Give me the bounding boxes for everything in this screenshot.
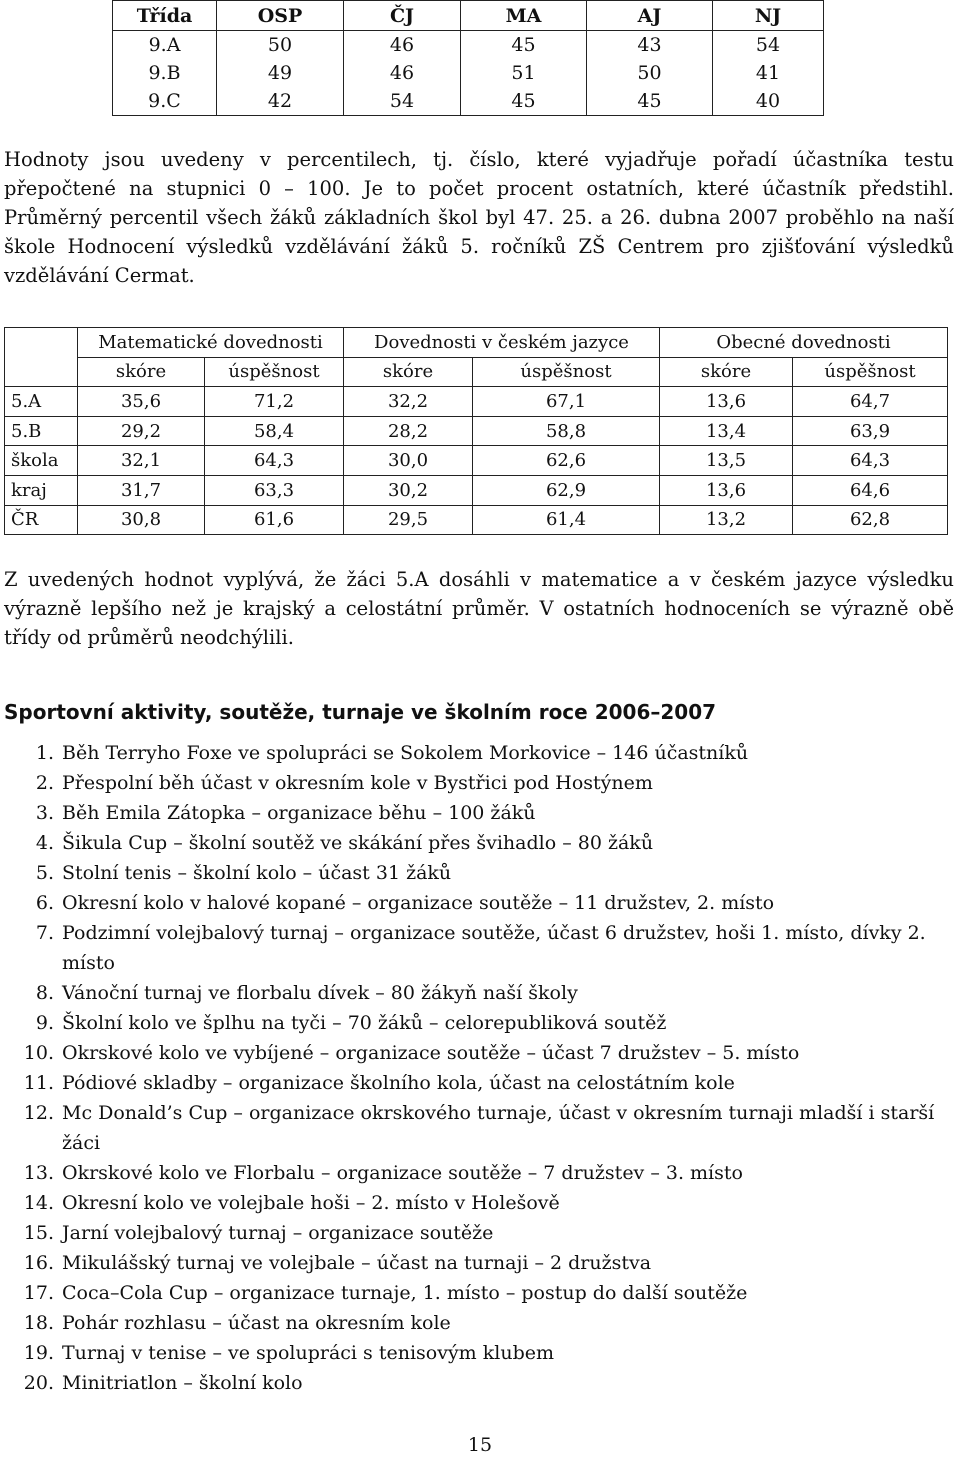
list-item-number: 16.	[23, 1252, 54, 1274]
list-item	[0, 888, 956, 918]
list-item-text: Běh Terryho Foxe ve spolupráci se Sokolem Morkovice – 146 účastníků	[62, 742, 749, 764]
table-row	[113, 59, 824, 87]
table-cell: 13,6	[660, 475, 793, 505]
table-cell: 13,2	[660, 505, 793, 535]
list-item-number: 13.	[23, 1162, 54, 1184]
table-cell: 61,6	[205, 505, 344, 535]
column-header: Třída	[113, 1, 217, 31]
table-cell: 13,4	[660, 416, 793, 446]
list-item-text: Turnaj v tenise – ve spolupráci s tenisovým klubem	[62, 1342, 554, 1364]
percentile-explanation-paragraph: Hodnoty jsou uvedeny v percentilech, tj. číslo, které vyjadřuje pořadí účastníka testu přepočtené na stupnici 0 – 100. Je to počet procent ostatních, které účastník předstihl. Průměrný percentil všech žáků základních škol byl 47. 25. a 26. dubna 2007 proběhlo na naší škole Hodnocení výsledků vzdělávání žáků 5. ročníků ZŠ Centrem pro zjišťování výsledků vzdělávání Cermat.	[4, 148, 954, 287]
table-cell: 45	[587, 87, 713, 116]
table-cell: 29,5	[344, 505, 473, 535]
list-item-number: 10.	[23, 1042, 54, 1064]
list-item-text: Pódiové skladby – organizace školního kola, účast na celostátním kole	[62, 1072, 735, 1094]
list-item-number: 1.	[35, 742, 54, 764]
list-item-number: 8.	[35, 982, 54, 1004]
list-item	[0, 1278, 956, 1308]
table-row	[5, 475, 948, 505]
list-item	[0, 978, 956, 1008]
list-item	[0, 1038, 956, 1068]
list-item-text: Okrskové kolo ve vybíjené – organizace soutěže – účast 7 družstev – 5. místo	[62, 1042, 800, 1064]
cermat-results-table	[4, 327, 948, 535]
list-item-text: Přespolní běh účast v okresním kole v Bystřici pod Hostýnem	[62, 772, 653, 794]
list-item-number: 5.	[35, 862, 54, 884]
table-row	[5, 387, 948, 417]
list-item	[0, 1188, 956, 1218]
column-header: AJ	[587, 1, 713, 31]
table-row	[113, 87, 824, 116]
table-cell: 45	[461, 31, 587, 60]
column-header: OSP	[217, 1, 344, 31]
table-cell: 54	[344, 87, 461, 116]
table-cell: 9.B	[113, 59, 217, 87]
list-item-number: 2.	[35, 772, 54, 794]
group-header: Dovednosti v českém jazyce	[344, 328, 660, 358]
list-item-number: 17.	[23, 1282, 54, 1304]
column-header: skóre	[344, 357, 473, 387]
list-item-text: Jarní volejbalový turnaj – organizace soutěže	[62, 1222, 494, 1244]
table-cell: 13,6	[660, 387, 793, 417]
list-item	[0, 1338, 956, 1368]
table-subheader-row	[5, 357, 948, 387]
list-item-text: Coca–Cola Cup – organizace turnaje, 1. místo – postup do další soutěže	[62, 1282, 748, 1304]
list-item	[0, 1218, 956, 1248]
list-item-number: 18.	[23, 1312, 54, 1334]
table-cell: 58,8	[473, 416, 660, 446]
table-cell: 46	[344, 59, 461, 87]
table-cell: 41	[713, 59, 824, 87]
column-header: skóre	[78, 357, 205, 387]
empty-cell	[5, 328, 78, 358]
list-item-text: Školní kolo ve šplhu na tyči – 70 žáků – celorepubliková soutěž	[62, 1012, 667, 1034]
table-cell: 45	[461, 87, 587, 116]
table-cell: 30,8	[78, 505, 205, 535]
table-group-header-row	[5, 328, 948, 358]
list-item	[0, 1308, 956, 1338]
table-cell: 54	[713, 31, 824, 60]
table-cell: 30,2	[344, 475, 473, 505]
list-item-number: 12.	[23, 1102, 54, 1124]
list-item-number: 9.	[35, 1012, 54, 1034]
table-cell: 13,5	[660, 446, 793, 476]
table-cell: 62,8	[793, 505, 948, 535]
table-cell: 61,4	[473, 505, 660, 535]
row-label: škola	[5, 446, 78, 476]
list-item	[0, 828, 956, 858]
list-item-text: Běh Emila Zátopka – organizace běhu – 100 žáků	[62, 802, 536, 824]
table-cell: 29,2	[78, 416, 205, 446]
table-cell: 63,9	[793, 416, 948, 446]
list-item-text: Okresní kolo v halové kopané – organizace soutěže – 11 družstev, 2. místo	[62, 892, 775, 914]
list-item-number: 6.	[35, 892, 54, 914]
list-item	[0, 798, 956, 828]
results-conclusion-paragraph: Z uvedených hodnot vyplývá, že žáci 5.A dosáhli v matematice a v českém jazyce výsledku výrazně lepšího než je krajský a celostátní průměr. V ostatních hodnoceních se výrazně obě třídy od průměrů neodchýlili.	[4, 568, 954, 649]
list-item-number: 15.	[23, 1222, 54, 1244]
table-cell: 64,6	[793, 475, 948, 505]
list-item-text: Podzimní volejbalový turnaj – organizace soutěže, účast 6 družstev, hoši 1. místo, dívky 2. místo	[62, 922, 926, 974]
list-item	[0, 1368, 956, 1398]
class-percentile-table	[112, 0, 824, 116]
table-cell: 35,6	[78, 387, 205, 417]
list-item	[0, 1068, 956, 1098]
column-header: NJ	[713, 1, 824, 31]
list-item-text: Stolní tenis – školní kolo – účast 31 žáků	[62, 862, 452, 884]
list-item-text: Šikula Cup – školní soutěž ve skákání přes švihadlo – 80 žáků	[62, 832, 654, 854]
list-item-number: 11.	[23, 1072, 54, 1094]
column-header: skóre	[660, 357, 793, 387]
list-item-text: Vánoční turnaj ve florbalu dívek – 80 žákyň naší školy	[62, 982, 578, 1004]
list-item-text: Mc Donald’s Cup – organizace okrskového turnaje, účast v okresním turnaji mladší i starší žáci	[62, 1102, 935, 1154]
column-header: MA	[461, 1, 587, 31]
table-cell: 64,3	[793, 446, 948, 476]
page-number: 15	[467, 1434, 493, 1456]
table-row	[5, 505, 948, 535]
list-item	[0, 738, 956, 768]
table-cell: 49	[217, 59, 344, 87]
empty-cell	[5, 357, 78, 387]
table-cell: 67,1	[473, 387, 660, 417]
column-header: ČJ	[344, 1, 461, 31]
table-cell: 63,3	[205, 475, 344, 505]
table-cell: 32,1	[78, 446, 205, 476]
table-cell: 50	[217, 31, 344, 60]
list-item	[0, 1158, 956, 1188]
list-item-text: Minitriatlon – školní kolo	[62, 1372, 303, 1394]
table-cell: 46	[344, 31, 461, 60]
row-label: 5.A	[5, 387, 78, 417]
table-header-row	[113, 1, 824, 31]
column-header: úspěšnost	[473, 357, 660, 387]
list-item	[0, 858, 956, 888]
list-item	[0, 1098, 956, 1158]
list-item	[0, 1008, 956, 1038]
table-cell: 43	[587, 31, 713, 60]
list-item-number: 3.	[35, 802, 54, 824]
table-cell: 64,3	[205, 446, 344, 476]
table-cell: 50	[587, 59, 713, 87]
sport-activities-list	[0, 738, 956, 1398]
column-header: úspěšnost	[793, 357, 948, 387]
group-header: Obecné dovednosti	[660, 328, 948, 358]
list-item-text: Okresní kolo ve volejbale hoši – 2. místo v Holešově	[62, 1192, 560, 1214]
list-item	[0, 918, 956, 978]
list-item-number: 14.	[23, 1192, 54, 1214]
list-item-number: 4.	[35, 832, 54, 854]
table-cell: 32,2	[344, 387, 473, 417]
table-cell: 9.C	[113, 87, 217, 116]
table-row	[5, 446, 948, 476]
list-item-text: Mikulášský turnaj ve volejbale – účast na turnaji – 2 družstva	[62, 1252, 652, 1274]
list-item-number: 20.	[23, 1372, 54, 1394]
table-row	[113, 31, 824, 60]
table-cell: 64,7	[793, 387, 948, 417]
list-item-number: 19.	[23, 1342, 54, 1364]
list-item	[0, 768, 956, 798]
row-label: ČR	[5, 505, 78, 535]
table-cell: 40	[713, 87, 824, 116]
row-label: 5.B	[5, 416, 78, 446]
list-item-text: Pohár rozhlasu – účast na okresním kole	[62, 1312, 451, 1334]
table-cell: 62,6	[473, 446, 660, 476]
table-cell: 62,9	[473, 475, 660, 505]
list-item-number: 7.	[35, 922, 54, 944]
group-header: Matematické dovednosti	[78, 328, 344, 358]
table-cell: 31,7	[78, 475, 205, 505]
table-row	[5, 416, 948, 446]
table-cell: 51	[461, 59, 587, 87]
table-cell: 42	[217, 87, 344, 116]
table-cell: 30,0	[344, 446, 473, 476]
section-heading: Sportovní aktivity, soutěže, turnaje ve školním roce 2006–2007	[4, 700, 717, 724]
list-item-text: Okrskové kolo ve Florbalu – organizace soutěže – 7 družstev – 3. místo	[62, 1162, 743, 1184]
column-header: úspěšnost	[205, 357, 344, 387]
table-cell: 71,2	[205, 387, 344, 417]
row-label: kraj	[5, 475, 78, 505]
table-cell: 28,2	[344, 416, 473, 446]
table-cell: 58,4	[205, 416, 344, 446]
list-item	[0, 1248, 956, 1278]
table-cell: 9.A	[113, 31, 217, 60]
